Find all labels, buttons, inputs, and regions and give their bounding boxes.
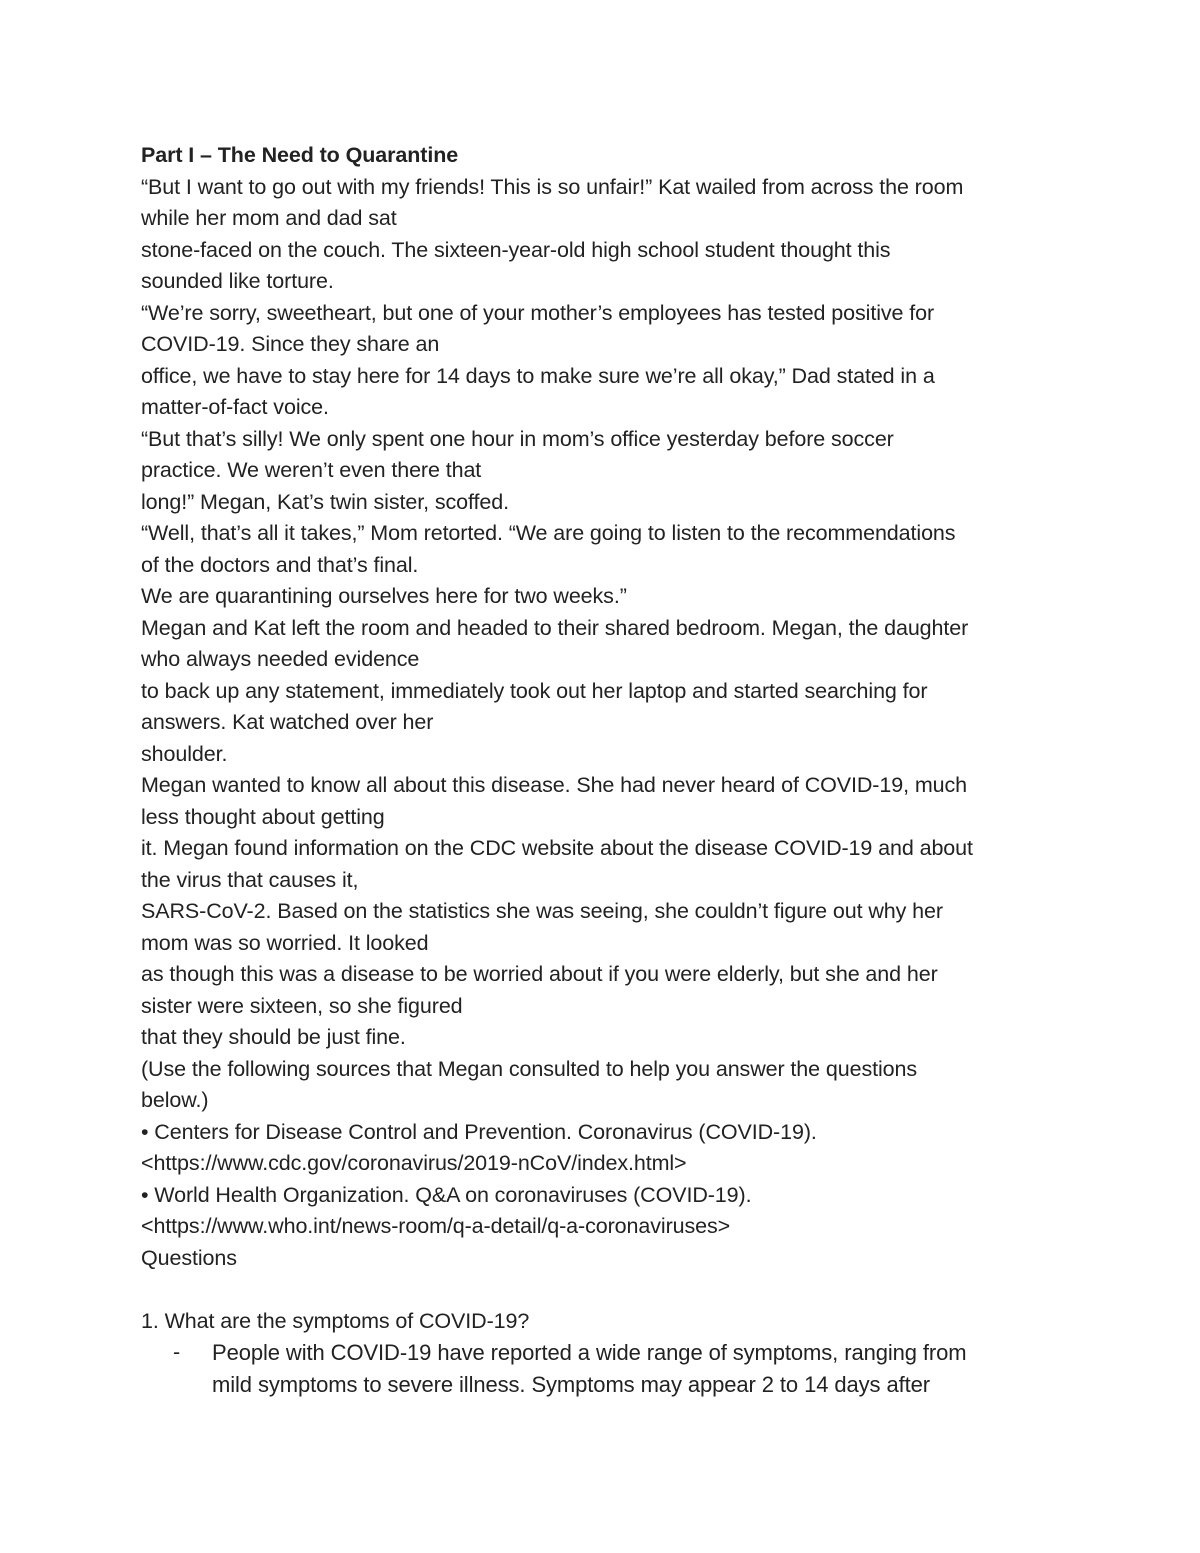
story-line: COVID-19. Since they share an: [141, 332, 440, 356]
answer-line: People with COVID-19 have reported a wide range of symptoms, ranging from: [212, 1340, 967, 1365]
story-line: answers. Kat watched over her: [141, 710, 434, 734]
source-cdc: • Centers for Disease Control and Prevention. Coronavirus (COVID-19).: [141, 1119, 817, 1144]
story-line: less thought about getting: [141, 804, 385, 829]
story-line: it. Megan found information on the CDC website about the disease COVID-19 and about: [141, 836, 973, 860]
story-line: Megan wanted to know all about this disease. She had never heard of COVID-19, much: [141, 773, 968, 797]
story-line: who always needed evidence: [141, 647, 420, 671]
story-line: the virus that causes it,: [141, 867, 359, 892]
list-dash: -: [173, 1340, 181, 1364]
story-line: as though this was a disease to be worried about if you were elderly, but she and her: [141, 962, 938, 986]
question-1: 1. What are the symptoms of COVID-19?: [141, 1308, 530, 1333]
story-line: mom was so worried. It looked: [141, 930, 429, 955]
source-who-url[interactable]: <https://www.who.int/news-room/q-a-detail/q-a-coronaviruses>: [141, 1214, 731, 1238]
story-line: long!” Megan, Kat’s twin sister, scoffed.: [141, 489, 509, 514]
story-line: “But I want to go out with my friends! This is so unfair!” Kat wailed from across the room: [141, 174, 964, 199]
story-line: “We’re sorry, sweetheart, but one of your mother’s employees has tested positive for: [141, 300, 935, 325]
story-line: sister were sixteen, so she figured: [141, 993, 463, 1018]
story-line: “Well, that’s all it takes,” Mom retorted. “We are going to listen to the recommendations: [141, 521, 956, 545]
story-line: Megan and Kat left the room and headed to their shared bedroom. Megan, the daughter: [141, 615, 969, 640]
source-cdc-url[interactable]: <https://www.cdc.gov/coronavirus/2019-nCoV/index.html>: [141, 1151, 687, 1175]
story-line: office, we have to stay here for 14 days to make sure we’re all okay,” Dad stated in a: [141, 363, 935, 388]
story-line: “But that’s silly! We only spent one hour in mom’s office yesterday before soccer: [141, 426, 894, 451]
source-who: • World Health Organization. Q&A on coronaviruses (COVID-19).: [141, 1182, 752, 1207]
story-line: shoulder.: [141, 741, 228, 766]
answer-1: [141, 1337, 1071, 1400]
story-line: SARS-CoV-2. Based on the statistics she was seeing, she couldn’t figure out why her: [141, 899, 943, 923]
questions-label: Questions: [141, 1245, 237, 1270]
section-heading: Part I – The Need to Quarantine: [141, 143, 459, 167]
document-body: [141, 140, 1071, 1400]
instruction-line: (Use the following sources that Megan consulted to help you answer the questions: [141, 1056, 918, 1081]
story-line: practice. We weren’t even there that: [141, 458, 482, 482]
answer-line: mild symptoms to severe illness. Symptoms may appear 2 to 14 days after: [212, 1371, 930, 1397]
story-text: [141, 172, 1071, 1275]
instruction-line: below.): [141, 1088, 209, 1112]
story-line: matter-of-fact voice.: [141, 395, 329, 419]
blank-line: [141, 1274, 1071, 1306]
story-line: that they should be just fine.: [141, 1025, 406, 1049]
story-line: of the doctors and that’s final.: [141, 552, 419, 577]
story-line: stone-faced on the couch. The sixteen-year-old high school student thought this: [141, 237, 891, 262]
story-line: while her mom and dad sat: [141, 206, 397, 230]
story-line: to back up any statement, immediately took out her laptop and started searching for: [141, 678, 928, 703]
story-line: We are quarantining ourselves here for two weeks.”: [141, 584, 627, 608]
story-line: sounded like torture.: [141, 269, 334, 293]
